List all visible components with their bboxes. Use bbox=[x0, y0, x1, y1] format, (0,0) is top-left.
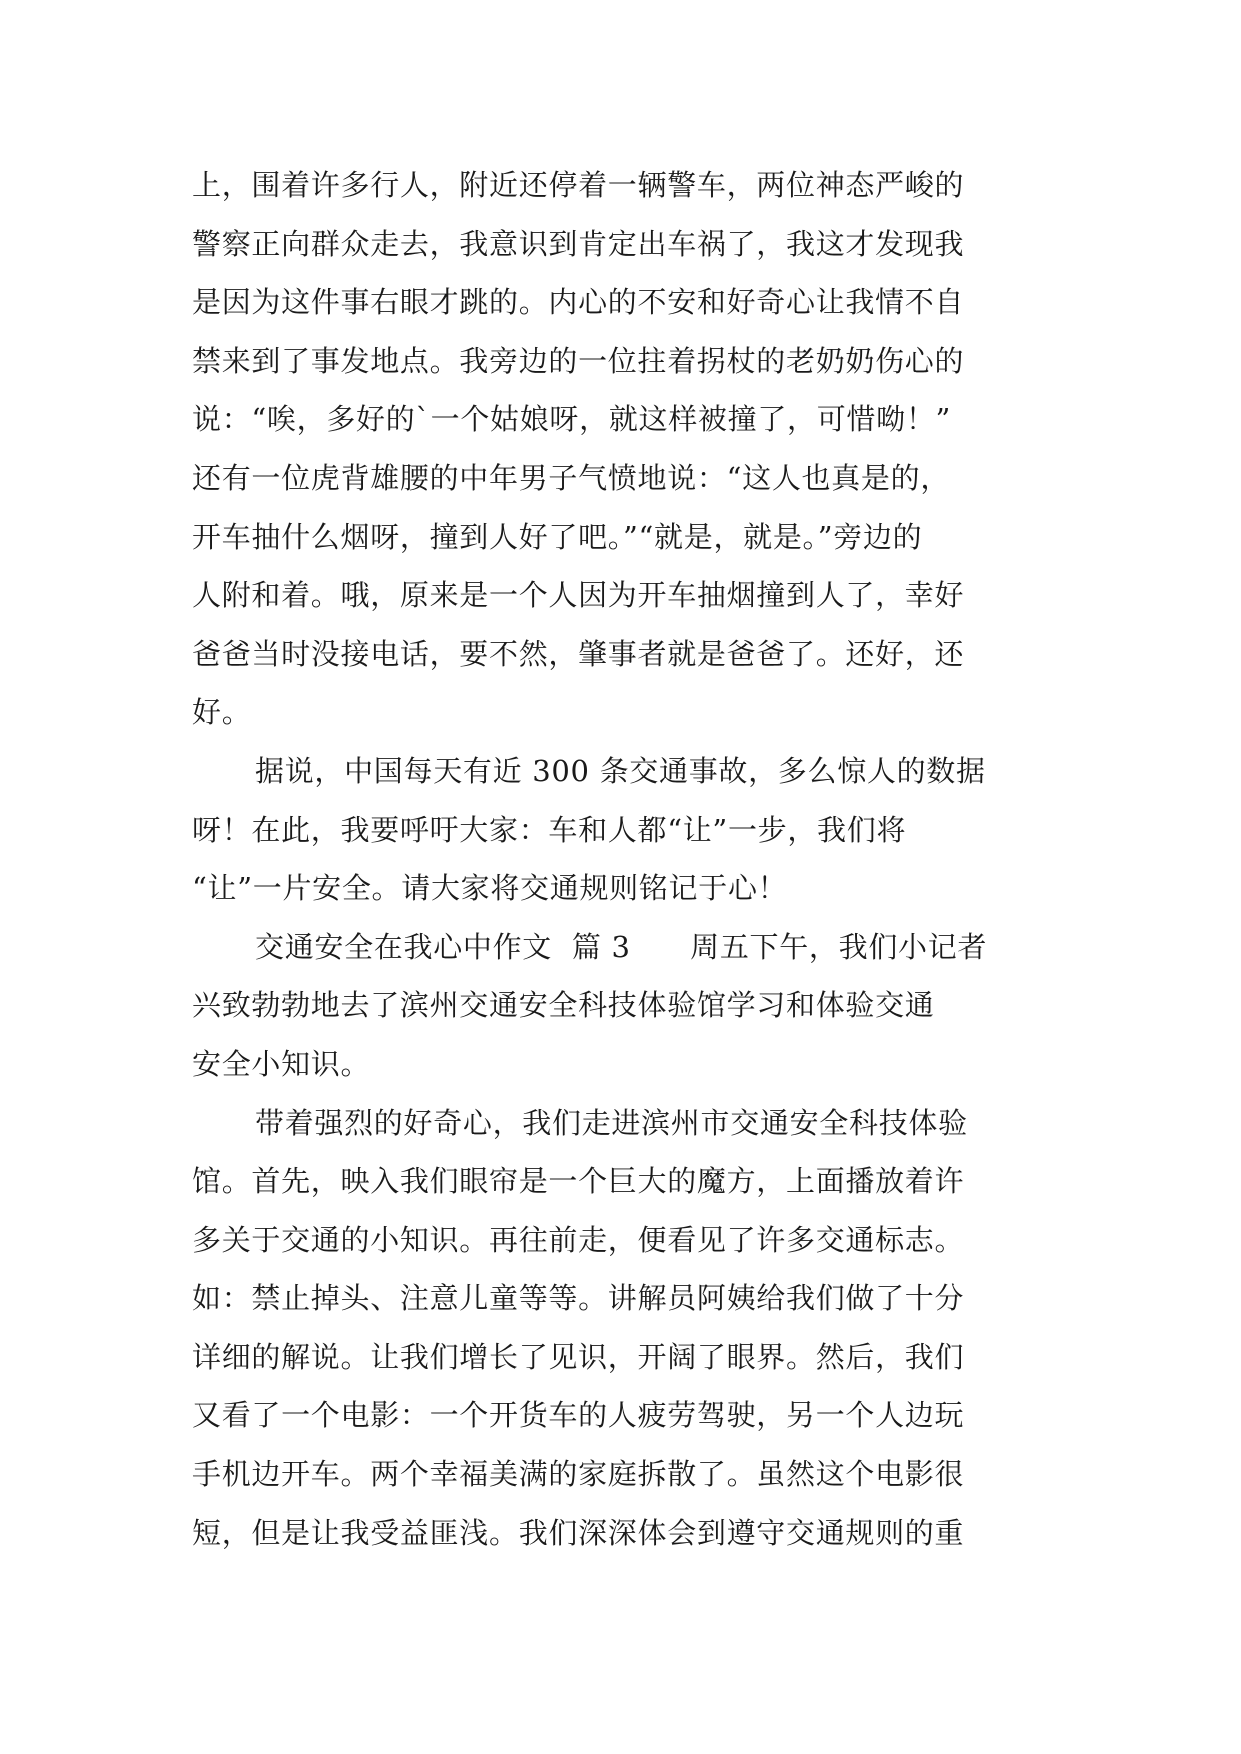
text-line: 手机边开车。两个幸福美满的家庭拆散了。虽然这个电影很 bbox=[192, 1457, 965, 1492]
text-line: 呀！在此，我要呼吁大家：车和人都“让”一步，我们将 bbox=[192, 812, 907, 847]
text-line: 爸爸当时没接电话，要不然，肇事者就是爸爸了。还好，还 bbox=[192, 636, 965, 671]
text-line: 上，围着许多行人，附近还停着一辆警车，两位神态严峻的 bbox=[192, 168, 965, 202]
text-line: 开车抽什么烟呀，撞到人好了吧。”“就是，就是。”旁边的 bbox=[192, 519, 923, 554]
text-line: “让”一片安全。请大家将交通规则铭记于心！ bbox=[192, 871, 788, 906]
text-line: 又看了一个电影：一个开货车的人疲劳驾驶，另一个人边玩 bbox=[192, 1398, 965, 1433]
text-line: 安全小知识。 bbox=[192, 1046, 371, 1081]
paragraph-start-line: 据说，中国每天有近 300 条交通事故，多么惊人的数据 bbox=[255, 753, 986, 788]
section-heading-line: 交通安全在我心中作文 篇 3 周五下午，我们小记者 bbox=[255, 929, 988, 964]
text-line: 如：禁止掉头、注意儿童等等。讲解员阿姨给我们做了十分 bbox=[192, 1281, 965, 1316]
text-line: 详细的解说。让我们增长了见识，开阔了眼界。然后，我们 bbox=[192, 1339, 965, 1374]
text-line: 兴致勃勃地去了滨州交通安全科技体验馆学习和体验交通 bbox=[192, 988, 935, 1023]
text-line: 好。 bbox=[192, 695, 252, 730]
paragraph-start-line: 带着强烈的好奇心，我们走进滨州市交通安全科技体验 bbox=[255, 1105, 968, 1140]
text-line: 还有一位虎背雄腰的中年男子气愤地说：“这人也真是的， bbox=[192, 460, 951, 495]
text-line: 禁来到了事发地点。我旁边的一位拄着拐杖的老奶奶伤心的 bbox=[192, 343, 965, 378]
document-body bbox=[192, 156, 1092, 1562]
text-line: 馆。首先，映入我们眼帘是一个巨大的魔方，上面播放着许 bbox=[192, 1164, 965, 1199]
text-line: 警察正向群众走去，我意识到肯定出车祸了，我这才发现我 bbox=[192, 226, 965, 261]
text-line: 是因为这件事右眼才跳的。内心的不安和好奇心让我情不自 bbox=[192, 285, 965, 320]
text-line: 人附和着。哦，原来是一个人因为开车抽烟撞到人了，幸好 bbox=[192, 578, 965, 613]
text-line: 说：“唉，多好的`一个姑娘呀，就这样被撞了，可惜呦！” bbox=[192, 402, 952, 437]
text-line: 多关于交通的小知识。再往前走，便看见了许多交通标志。 bbox=[192, 1222, 965, 1257]
text-line: 短，但是让我受益匪浅。我们深深体会到遵守交通规则的重 bbox=[192, 1515, 965, 1550]
